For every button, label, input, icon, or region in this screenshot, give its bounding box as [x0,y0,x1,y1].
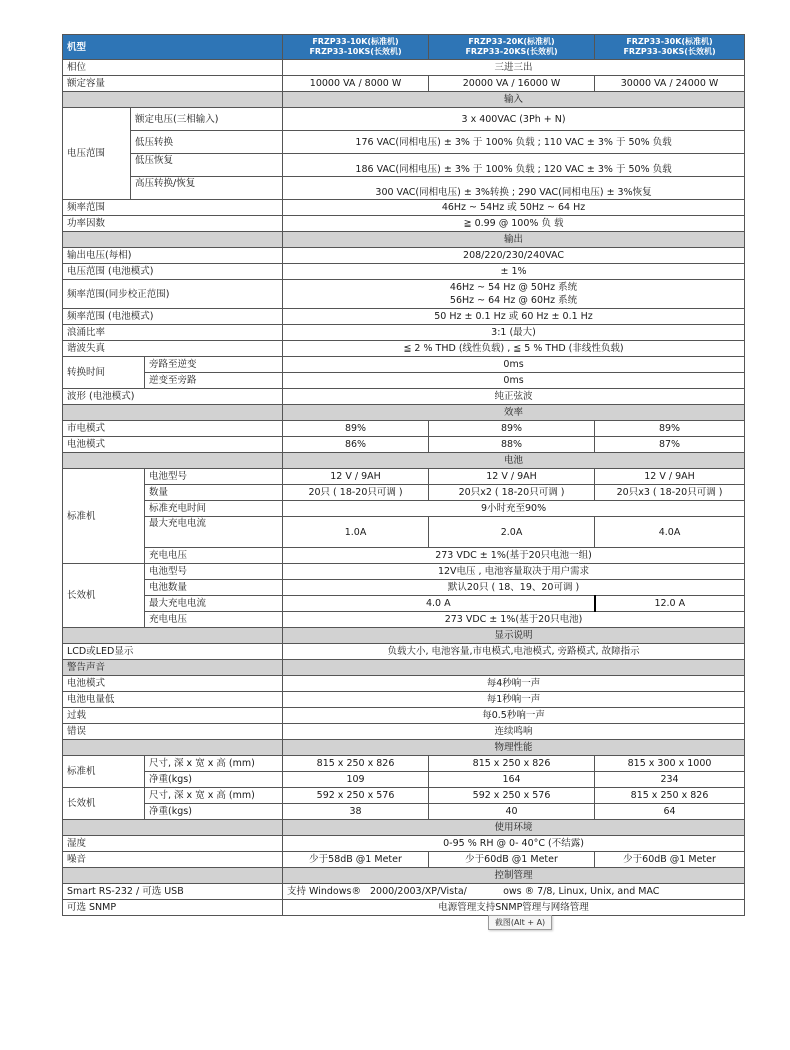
row-label: 湿度 [63,836,283,852]
table-row [63,852,745,868]
row-value: 40 [429,804,595,820]
row-label: 额定电压(三相输入) [131,108,283,131]
row-label: 最大充电电流 [145,596,283,612]
table-row [63,612,745,628]
table-row [63,676,745,692]
table-row [63,900,745,916]
row-value: 负载大小, 电池容量,市电模式,电池模式, 旁路模式, 故障指示 [283,644,745,660]
row-value: 1.0A [283,517,429,548]
row-label: 电池模式 [63,437,283,453]
row-value: 每4秒响一声 [283,676,745,692]
row-value: 234 [595,772,745,788]
table-row [63,501,745,517]
table-row [63,248,745,264]
row-value: 208/220/230/240VAC [283,248,745,264]
row-label: 电池模式 [63,676,283,692]
table-row [63,216,745,232]
row-value: 88% [429,437,595,453]
table-row [63,772,745,788]
row-label: 旁路至逆变 [145,357,283,373]
row-value: 46Hz ~ 54Hz 或 50Hz ~ 64 Hz [283,200,745,216]
table-row [63,421,745,437]
spec-table [62,34,745,916]
table-row [63,373,745,389]
row-value: 2.0A [429,517,595,548]
row-value: 0ms [283,357,745,373]
table-row [63,469,745,485]
row-label: 谐波失真 [63,341,283,357]
row-value: 273 VDC ± 1%(基于20只电池) [283,612,745,628]
table-row [63,357,745,373]
table-header-row [63,35,745,60]
row-value: 三进三出 [283,60,745,76]
row-value: 815 x 250 x 826 [595,788,745,804]
row-value: 300 VAC(同相电压) ± 3%转换 ; 290 VAC(同相电压) ± 3%恢复 [283,177,745,200]
row-value [283,280,745,309]
row-label: 市电模式 [63,421,283,437]
section-row [63,660,745,676]
table-row [63,76,745,92]
table-row [63,60,745,76]
group-label: 转换时间 [63,357,145,389]
table-row [63,692,745,708]
row-label: 输出电压(每相) [63,248,283,264]
row-value: 4.0A [595,517,745,548]
section-row [63,820,745,836]
row-label: 净重(kgs) [145,804,283,820]
row-value: 0-95 % RH @ 0- 40°C (不结露) [283,836,745,852]
row-value: 少于60dB @1 Meter [595,852,745,868]
row-label: 尺寸, 深 x 宽 x 高 (mm) [145,756,283,772]
row-label: 最大充电电流 [145,517,283,548]
table-row [63,108,745,131]
row-value: 109 [283,772,429,788]
row-label: 频率范围 [63,200,283,216]
table-row [63,280,745,309]
model-col-10k: FRZP33-10K(标准机) FRZP33-10KS(长效机) [283,35,429,60]
section-title: 效率 [283,405,745,421]
row-value: 12.0 A [595,596,745,612]
row-value: ≦ 2 % THD (线性负载) , ≦ 5 % THD (非线性负载) [283,341,745,357]
row-label: 噪音 [63,852,283,868]
row-label: 充电电压 [145,612,283,628]
row-label: 尺寸, 深 x 宽 x 高 (mm) [145,788,283,804]
row-label: 电压范围 (电池模式) [63,264,283,280]
row-label: 频率范围 (电池模式) [63,309,283,325]
row-label: LCD或LED显示 [63,644,283,660]
row-label: 数量 [145,485,283,501]
row-label: 电池型号 [145,469,283,485]
row-value: 9小时充至90% [283,501,745,517]
section-row [63,232,745,248]
row-value: 38 [283,804,429,820]
row-label: 频率范围(同步校正范围) [63,280,283,309]
table-row [63,644,745,660]
row-value: 89% [283,421,429,437]
group-label: 电压范围 [63,108,131,200]
section-title: 物理性能 [283,740,745,756]
section-title: 电池 [283,453,745,469]
table-row [63,131,745,154]
table-row [63,724,745,740]
table-row [63,264,745,280]
row-label: 充电电压 [145,548,283,564]
section-title: 显示说明 [283,628,745,644]
table-row [63,177,745,200]
row-value: 186 VAC(同相电压) ± 3% 于 100% 负载 ; 120 VAC ± 3% 于 50% 负载 [283,154,745,177]
table-row [63,389,745,405]
row-value: 86% [283,437,429,453]
row-value: 164 [429,772,595,788]
row-label: 电池型号 [145,564,283,580]
table-row [63,804,745,820]
section-title: 输出 [283,232,745,248]
row-value: 176 VAC(同相电压) ± 3% 于 100% 负载 ; 110 VAC ± 3% 于 50% 负载 [283,131,745,154]
row-label: 电池电量低 [63,692,283,708]
section-title: 控制管理 [283,868,745,884]
row-value: 支持 Windows® 2000/2003/XP/Vista/ ows ® 7/8, Linux, Unix, and MAC [283,884,745,900]
table-row [63,836,745,852]
row-label: 低压转换 [131,131,283,154]
row-label: 标准充电时间 [145,501,283,517]
row-value: 默认20只 ( 18、19、20可调 ) [283,580,745,596]
section-row [63,405,745,421]
row-value: 4.0 A [283,596,595,612]
row-value: 少于58dB @1 Meter [283,852,429,868]
table-row [63,341,745,357]
table-row [63,517,745,548]
row-value: 592 x 250 x 576 [429,788,595,804]
row-label: 高压转换/恢复 [131,177,283,200]
table-row [63,309,745,325]
row-value: 50 Hz ± 0.1 Hz 或 60 Hz ± 0.1 Hz [283,309,745,325]
section-row [63,740,745,756]
table-row [63,708,745,724]
section-row [63,453,745,469]
row-value: 连续鸣响 [283,724,745,740]
table-row [63,548,745,564]
sync-60hz: 56Hz ~ 64 Hz @ 60Hz 系统 [449,295,578,306]
row-value: 每1秒响一声 [283,692,745,708]
row-label: 净重(kgs) [145,772,283,788]
row-value: 3:1 (最大) [283,325,745,341]
row-value: 815 x 250 x 826 [429,756,595,772]
row-value: 每0.5秒响一声 [283,708,745,724]
row-value: 12 V / 9AH [283,469,429,485]
row-label: 逆变至旁路 [145,373,283,389]
table-row [63,756,745,772]
row-value: 12 V / 9AH [595,469,745,485]
section-row [63,868,745,884]
row-value: 20只x3 ( 18-20只可调 ) [595,485,745,501]
table-row [63,485,745,501]
row-value: 12V电压 , 电池容量取决于用户需求 [283,564,745,580]
group-label: 长效机 [63,564,145,628]
row-label: 过载 [63,708,283,724]
group-label: 长效机 [63,788,145,820]
row-value: 10000 VA / 8000 W [283,76,429,92]
screenshot-tooltip: 截图(Alt + A) [488,915,552,930]
section-title: 输入 [283,92,745,108]
row-value: ≧ 0.99 @ 100% 负 载 [283,216,745,232]
row-label: 额定容量 [63,76,283,92]
row-label: 波形 (电池模式) [63,389,283,405]
table-row [63,200,745,216]
row-value: 89% [595,421,745,437]
model-col-30k: FRZP33-30K(标准机) FRZP33-30KS(长效机) [595,35,745,60]
row-value: 592 x 250 x 576 [283,788,429,804]
row-label: 浪涌比率 [63,325,283,341]
row-value: 3 x 400VAC (3Ph + N) [283,108,745,131]
row-value: 20000 VA / 16000 W [429,76,595,92]
row-value: 64 [595,804,745,820]
row-label: Smart RS-232 / 可选 USB [63,884,283,900]
row-value: 少于60dB @1 Meter [429,852,595,868]
row-value: 815 x 300 x 1000 [595,756,745,772]
row-value: 30000 VA / 24000 W [595,76,745,92]
section-title: 使用环境 [283,820,745,836]
row-value: ± 1% [283,264,745,280]
section-row [63,628,745,644]
table-row [63,596,745,612]
sync-50hz: 46Hz ~ 54 Hz @ 50Hz 系统 [449,282,578,293]
row-label: 低压恢复 [131,154,283,177]
row-value: 815 x 250 x 826 [283,756,429,772]
model-label: 机型 [63,35,283,60]
table-row [63,437,745,453]
row-value: 20只 ( 18-20只可调 ) [283,485,429,501]
row-value: 0ms [283,373,745,389]
table-row [63,788,745,804]
row-label: 功率因数 [63,216,283,232]
row-value: 87% [595,437,745,453]
row-value: 电源管理支持SNMP管理与网络管理 [283,900,745,916]
subsection-title: 警告声音 [63,660,283,676]
table-row [63,325,745,341]
row-label: 电池数量 [145,580,283,596]
row-label: 错误 [63,724,283,740]
row-label: 可选 SNMP [63,900,283,916]
row-value: 89% [429,421,595,437]
model-col-20k: FRZP33-20K(标准机) FRZP33-20KS(长效机) [429,35,595,60]
row-value: 12 V / 9AH [429,469,595,485]
row-value: 273 VDC ± 1%(基于20只电池一组) [283,548,745,564]
row-label: 相位 [63,60,283,76]
group-label: 标准机 [63,469,145,564]
row-value: 纯正弦波 [283,389,745,405]
group-label: 标准机 [63,756,145,788]
table-row [63,154,745,177]
section-row [63,92,745,108]
table-row [63,564,745,580]
table-row [63,884,745,900]
table-row [63,580,745,596]
row-value: 20只x2 ( 18-20只可调 ) [429,485,595,501]
